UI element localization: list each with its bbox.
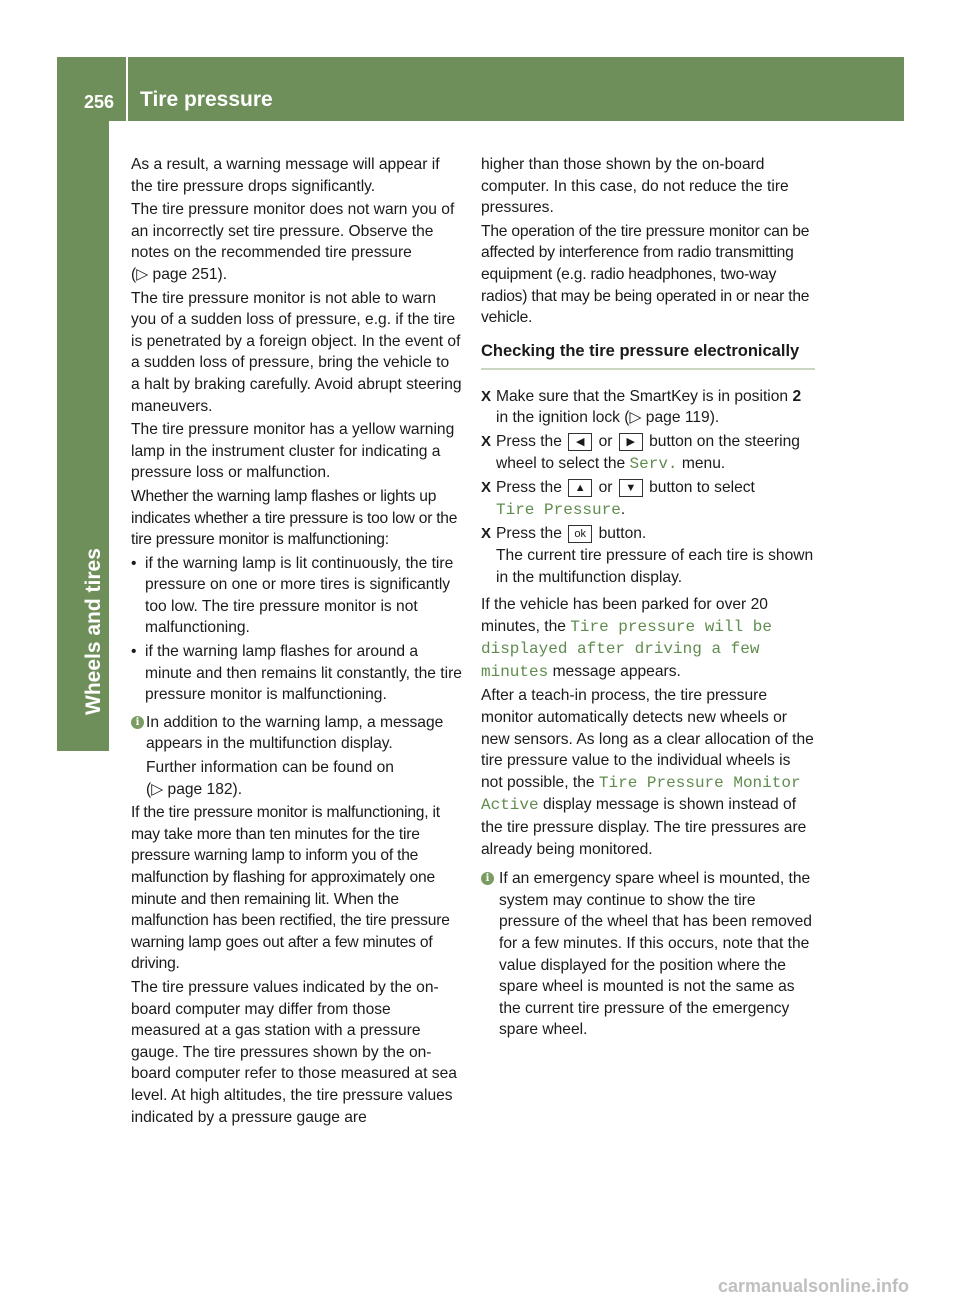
side-tab-label: Wheels and tires: [82, 548, 105, 715]
ok-button-icon: ok: [568, 525, 592, 543]
down-arrow-button-icon: ▼: [619, 479, 643, 497]
step-text: or: [598, 479, 613, 497]
display-message: Tire Pressure Monitor Active: [481, 773, 801, 815]
paragraph: Whether the warning lamp flashes or lights up indicates whether a tire pressure is too low or the tire pressure monitor is malfunctioning:: [131, 487, 458, 549]
note-text-line: Further information can be found on: [146, 759, 394, 777]
instruction-step: [481, 386, 815, 429]
info-icon: i: [131, 716, 144, 729]
step-value: 2: [792, 387, 802, 405]
info-note: [131, 712, 462, 800]
step-text: Press the: [496, 479, 562, 497]
bullet-icon: •: [131, 643, 137, 661]
paragraph: The tire pressure monitor is not able to warn you of a sudden loss of pressure, e.g. if the tire is penetrated by a foreign object. In the event of a sudden loss of pressure, bring the vehicle to a halt by braking carefully. Avoid abrupt steering maneuvers.: [131, 289, 462, 415]
step-text: Make sure that the SmartKey is in position: [496, 387, 789, 405]
display-message: Tire pressure will be displayed after driving a few minutes: [481, 617, 772, 681]
paragraph-text: After a teach-in process, the tire pressure monitor automatically detects new wheels or new sensors. As long as a clear allocation of the tire pressure value to the individual wheels is not possible, the: [481, 687, 814, 791]
section-title: Tire pressure: [140, 88, 273, 111]
display-message: Tire Pressure: [496, 500, 621, 519]
step-arrow-icon: X: [481, 432, 492, 450]
paragraph-text: message appears.: [552, 662, 681, 680]
info-note: [481, 868, 815, 1041]
paragraph-text: The tire pressure monitor does not warn you of an incorrectly set tire pressure. Observe the notes on the recommended tire pressure: [131, 201, 455, 262]
left-arrow-button-icon: ◀: [568, 433, 592, 451]
left-column: [131, 154, 462, 1130]
list-item: [131, 553, 462, 639]
step-text: .: [620, 500, 626, 518]
step-result: The current tire pressure of each tire is shown in the multifunction display.: [496, 546, 814, 586]
paragraph: As a result, a warning message will appear if the tire pressure drops significantly.: [131, 156, 440, 195]
paragraph: The tire pressure values indicated by the on-board computer may differ from those measured at a gas station with a pressure gauge. The tire pressures shown by the on-board computer refer to those measured at sea level. At high altitudes, the tire pressure values indicated by a pressure gauge are: [131, 978, 457, 1126]
paragraph: If the tire pressure monitor is malfunctioning, it may take more than ten minutes for the tire pressure warning lamp to inform you of the malfunction by flashing for approximately one minute and then remaining lit. When the malfunction has been rectified, the tire pressure warning lamp goes out after a few minutes of driving.: [131, 804, 450, 973]
step-arrow-icon: X: [481, 387, 492, 405]
paragraph: [481, 685, 815, 860]
page-reference[interactable]: (▷ page 251).: [131, 265, 228, 283]
page-reference[interactable]: (▷ page 182).: [146, 780, 243, 798]
instruction-step: [481, 477, 815, 521]
step-text: button to select: [649, 479, 755, 497]
paragraph: [481, 594, 815, 683]
subsection-heading: Checking the tire pressure electronically: [481, 341, 815, 370]
instruction-step: [481, 431, 815, 475]
right-arrow-button-icon: ▶: [619, 433, 643, 451]
info-icon: i: [481, 872, 494, 885]
step-text: menu.: [681, 454, 726, 472]
paragraph: The operation of the tire pressure monitor can be affected by interference from radio transmitting equipment (e.g. radio headphones, two-way radios) that may be being operated in or near the vehicle.: [481, 222, 810, 327]
step-text: in the ignition lock (▷ page 119).: [496, 409, 720, 427]
note-text: [146, 757, 462, 800]
bullet-icon: •: [131, 554, 137, 572]
list-item-text: if the warning lamp is lit continuously, the tire pressure on one or more tires is significantly too low. The tire pressure monitor is not malfunctioning.: [145, 554, 454, 637]
step-text: Press the: [496, 432, 562, 450]
step-text: or: [598, 432, 613, 450]
step-arrow-icon: X: [481, 479, 492, 497]
note-text: If an emergency spare wheel is mounted, the system may continue to show the tire pressure of the wheel that has been removed for a few minutes. If this occurs, note that the value displayed for the position where the spare wheel is mounted is not the same as the current tire pressure of the emergency spare wheel.: [499, 870, 812, 1039]
list-item: [131, 641, 462, 706]
step-text: button on the steering wheel to select the: [496, 432, 800, 472]
page-number: 256: [84, 92, 115, 112]
header-divider: [126, 57, 128, 121]
right-column: [481, 154, 815, 1043]
step-text: button.: [598, 525, 647, 543]
list-item-text: if the warning lamp flashes for around a minute and then remains lit constantly, the tire pressure monitor is malfunctioning.: [145, 643, 462, 704]
note-text: In addition to the warning lamp, a message appears in the multifunction display.: [146, 713, 444, 753]
step-arrow-icon: X: [481, 525, 492, 543]
paragraph-text: If the vehicle has been parked for over 20 minutes, the: [481, 596, 768, 635]
paragraph: [131, 199, 462, 285]
paragraph: The tire pressure monitor has a yellow warning lamp in the instrument cluster for indicating a pressure loss or malfunction.: [131, 421, 455, 482]
display-message: Serv.: [629, 454, 678, 473]
paragraph: higher than those shown by the on-board computer. In this case, do not reduce the tire pressures.: [481, 156, 789, 217]
up-arrow-button-icon: ▲: [568, 479, 592, 497]
instruction-step: [481, 523, 815, 588]
watermark: carmanualsonline.info: [718, 1276, 910, 1296]
paragraph-text: display message is shown instead of the tire pressure display. The tire pressures are already being monitored.: [481, 796, 807, 858]
step-text: Press the: [496, 525, 562, 543]
